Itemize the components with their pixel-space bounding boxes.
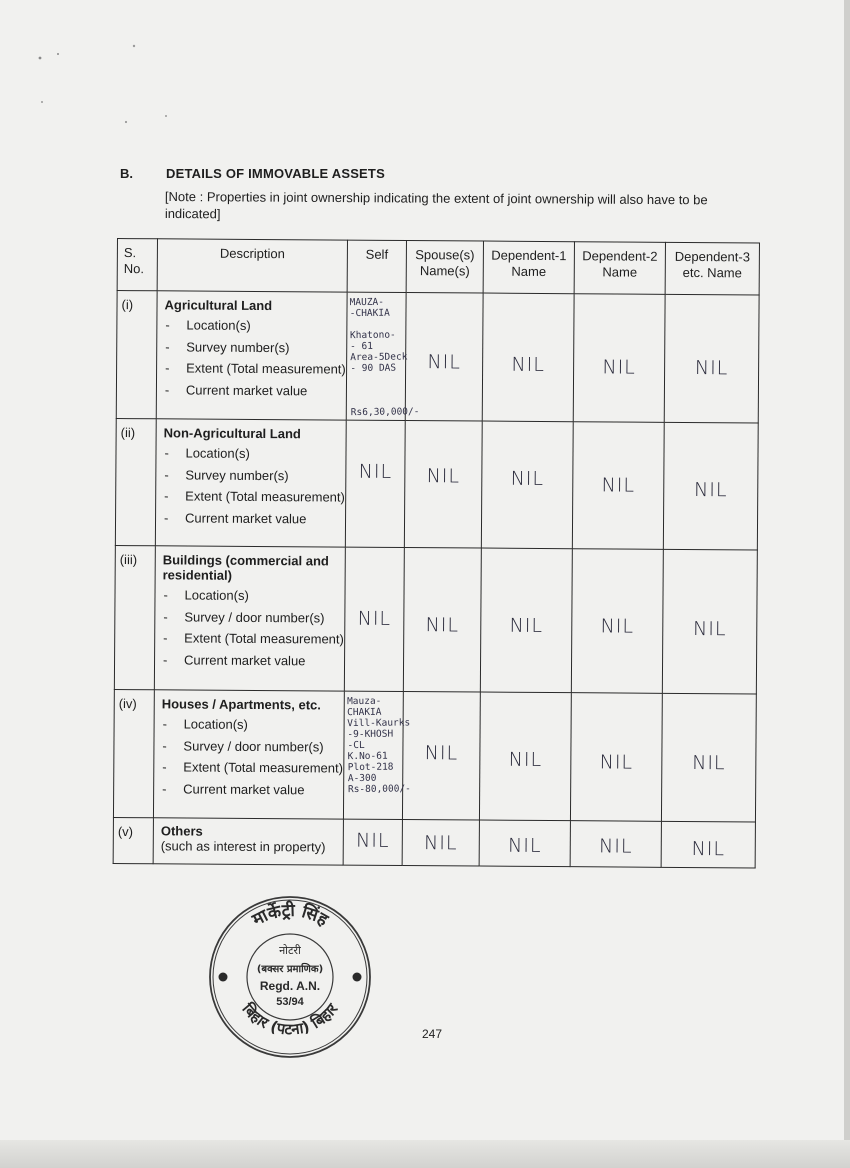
dependent-3-cell <box>662 549 757 694</box>
section-note: [Note : Properties in joint ownership indicating the extent of joint ownership will also have to be indicated] <box>164 188 708 222</box>
list-item: - Extent (Total measurement) <box>163 629 344 648</box>
list-item: - Survey / door number(s) <box>162 737 343 756</box>
table-row <box>113 689 756 821</box>
list-item: - Current market value <box>163 651 344 670</box>
header-description: Description <box>157 239 347 292</box>
stamp-number: 53/94 <box>276 996 304 1008</box>
row-sno: (iv) <box>113 689 154 817</box>
scan-specks <box>30 40 190 140</box>
self-cell <box>343 819 402 865</box>
header-spouse: Spouse(s) Name(s) <box>406 241 483 294</box>
handwritten-entry: NIL <box>357 607 392 630</box>
row-description <box>153 690 344 819</box>
spouse-cell <box>402 692 480 821</box>
dependent-2-cell <box>573 294 665 423</box>
row-title: Agricultural Land <box>164 297 273 314</box>
dependent-3-cell <box>661 693 756 822</box>
handwritten-entry: NIL <box>511 353 545 376</box>
handwritten-entry: NIL <box>601 474 636 497</box>
immovable-assets-table <box>113 238 760 868</box>
handwritten-entry: NIL <box>694 357 729 380</box>
handwritten-entry: NIL <box>600 615 635 638</box>
list-item: - Survey / door number(s) <box>163 608 344 627</box>
row-title: Others <box>160 823 203 839</box>
self-cell <box>345 420 405 547</box>
dependent-2-cell <box>570 821 661 868</box>
list-item: - Current market value <box>162 780 343 799</box>
header-dependent-2: Dependent-2 Name <box>574 242 665 295</box>
handwritten-entry: NIL <box>425 614 460 637</box>
section-letter: B. <box>120 166 133 181</box>
row-description <box>153 818 343 865</box>
spouse-cell <box>403 548 481 693</box>
scan-bottom-edge <box>0 1140 850 1168</box>
row-title: Houses / Apartments, etc. <box>161 696 321 713</box>
list-item: - Current market value <box>164 509 345 528</box>
list-item: - Extent (Total measurement) <box>164 487 345 506</box>
dependent-1-cell <box>481 421 573 549</box>
dependent-2-cell <box>572 422 664 550</box>
handwritten-entry: NIL <box>424 742 459 765</box>
table-row <box>114 545 757 693</box>
handwritten-entry: NIL <box>424 832 458 855</box>
stamp-text-center: नोटरी <box>279 944 301 957</box>
header-dependent-1: Dependent-1 Name <box>483 241 574 294</box>
dependent-1-cell <box>482 293 574 422</box>
page-number: 247 <box>422 1027 443 1041</box>
list-item: - Survey number(s) <box>165 338 346 357</box>
handwritten-entry: NIL <box>599 751 634 774</box>
list-item: - Current market value <box>165 381 346 400</box>
self-cell <box>346 292 420 420</box>
handwritten-entry: NIL <box>358 460 393 483</box>
row-description <box>155 419 346 547</box>
self-cell <box>344 547 404 691</box>
stamp-text-top: मार्केट्री सिंह <box>249 900 332 931</box>
dependent-1-cell <box>479 692 571 821</box>
row-description <box>154 546 345 691</box>
list-item: - Survey number(s) <box>164 466 345 485</box>
spouse-cell <box>405 293 483 422</box>
handwritten-entry: NIL <box>693 618 727 641</box>
handwritten-entry: NIL <box>507 834 542 857</box>
handwritten-entry: NIL <box>509 614 544 637</box>
spouse-cell <box>402 820 479 867</box>
svg-text:मार्केट्री सिंह <box>248 900 332 931</box>
dependent-3-cell <box>661 821 755 868</box>
dependent-1-cell <box>480 548 572 693</box>
handwritten-entry: NIL <box>602 356 636 379</box>
list-item: - Extent (Total measurement) <box>165 359 346 378</box>
handwritten-entry: NIL <box>426 465 461 488</box>
row-title: Non-Agricultural Land <box>163 425 301 442</box>
handwritten-entry: NIL <box>693 479 728 502</box>
row-sno: (i) <box>116 291 157 419</box>
list-item: - Location(s) <box>163 586 344 605</box>
handwritten-entry: NIL <box>692 752 726 775</box>
list-item: - Location(s) <box>164 444 345 463</box>
handwritten-entry: NIL <box>598 835 633 858</box>
table-row <box>115 418 758 549</box>
spouse-cell <box>404 421 482 549</box>
handwritten-entry: NIL <box>427 351 461 374</box>
header-sno: S. No. <box>117 239 157 291</box>
handwritten-self-entry: MAUZA- -CHAKIA Khatono- - 61 Area-5Deck - 90 DAS Rs6,30,000/- <box>349 296 420 419</box>
dependent-3-cell <box>663 422 758 550</box>
dependent-2-cell <box>571 549 663 694</box>
handwritten-entry: NIL <box>510 467 545 490</box>
stamp-text-sub: (बक्सर प्रमाणिक) <box>256 964 324 975</box>
row-sno: (v) <box>113 817 153 863</box>
self-cell <box>343 691 411 819</box>
list-item: - Location(s) <box>165 316 346 335</box>
stamp-regd: Regd. A.N. <box>259 979 321 993</box>
table-row <box>116 291 759 423</box>
header-self: Self <box>347 240 406 292</box>
header-dependent-3: Dependent-3 etc. Name <box>665 242 759 295</box>
scan-right-edge <box>844 0 850 1168</box>
row-description <box>156 291 347 420</box>
row-subtitle: (such as interest in property) <box>160 838 326 855</box>
table-row <box>113 817 755 867</box>
handwritten-entry: NIL <box>691 838 726 861</box>
dependent-1-cell <box>479 820 570 867</box>
section-title: DETAILS OF IMMOVABLE ASSETS <box>166 166 385 181</box>
handwritten-entry: NIL <box>508 748 543 771</box>
dependent-3-cell <box>664 294 759 423</box>
row-sno: (ii) <box>115 418 156 545</box>
handwritten-entry: NIL <box>356 829 390 852</box>
stamp-text-bottom: बिहार (पटना) बिहार <box>238 999 342 1039</box>
notary-stamp <box>205 892 375 1062</box>
table-header-row <box>117 239 759 295</box>
row-title: Buildings (commercial and residential) <box>162 552 329 583</box>
list-item: - Location(s) <box>163 715 344 734</box>
handwritten-self-entry: Mauza- CHAKIA Vill-Kaurks -9-KHOSH -CL K.No-61 Plot-218 A-300 Rs-80,000/- <box>346 695 411 796</box>
list-item: - Extent (Total measurement) <box>162 758 343 777</box>
row-sno: (iii) <box>114 545 155 689</box>
dependent-2-cell <box>570 693 662 822</box>
